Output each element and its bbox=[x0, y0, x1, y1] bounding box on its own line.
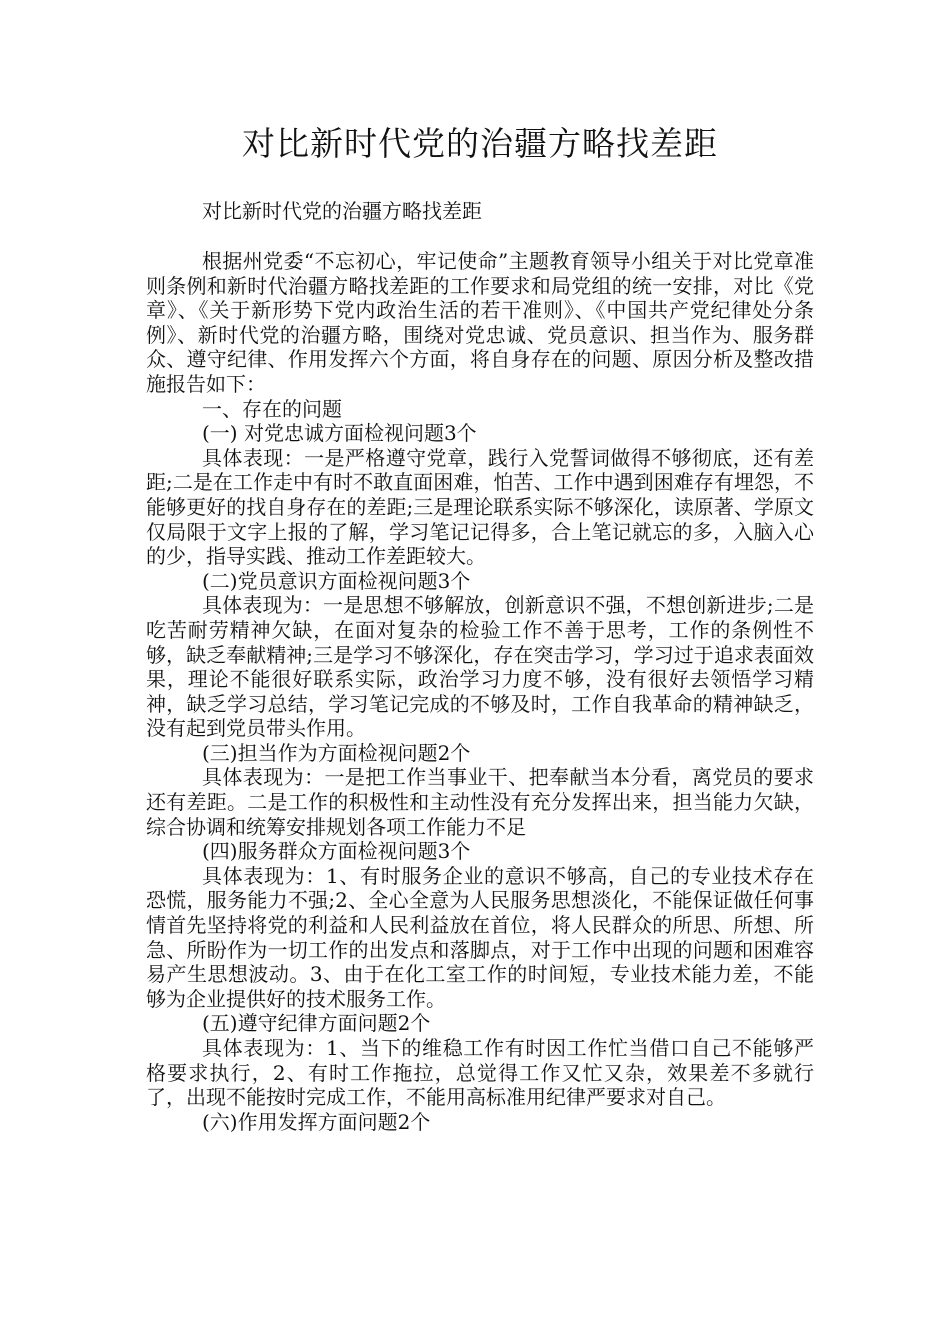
body-paragraph: 具体表现为：一是思想不够解放，创新意识不强，不想创新进步;二是吃苦耐劳精神欠缺，在面对复杂的检验工作不善于思考，工作的条例性不够，缺乏奉献精神;三是学习不够深化，存在突击学习，学习过于追求表面效果，理论不能很好联系实际，政治学习力度不够，没有很好去领悟学习精神，缺乏学习总结，学习笔记完成的不够及时，工作自我革命的精神缺乏，没有起到党员带头作用。 bbox=[146, 593, 814, 741]
document-body bbox=[146, 198, 814, 1134]
document-subtitle: 对比新时代党的治疆方略找差距 bbox=[202, 199, 482, 223]
intro-paragraph: 根据州党委“不忘初心，牢记使命”主题教育领导小组关于对比党章准则条例和新时代治疆方略找差距的工作要求和局党组的统一安排，对比《党章》、《关于新形势下党内政治生活的若干准则》、《中国共产党纪律处分条例》、新时代党的治疆方略，围绕对党忠诚、党员意识、担当作为、服务群众、遵守纪律、作用发挥六个方面，将自身存在的问题、原因分析及整改措施报告如下： bbox=[146, 249, 814, 396]
document-title: 对比新时代党的治疆方略找差距 bbox=[242, 124, 718, 163]
body-paragraph: 具体表现为：1、有时服务企业的意识不够高，自己的专业技术存在恐慌，服务能力不强;2、全心全意为人民服务思想淡化，不能保证做任何事情首先坚持将党的利益和人民利益放在首位，将人民群众的所思、所想、所急、所盼作为一切工作的出发点和落脚点，对于工作中出现的问题和困难容易产生思想波动。3、由于在化工室工作的时间短，专业技术能力差，不能够为企业提供好的技术服务工作。 bbox=[146, 863, 814, 1011]
subsection-heading: (三)担当作为方面检视问题2个 bbox=[202, 740, 471, 765]
body-paragraph: 具体表现为：一是把工作当事业干、把奉献当本分看，离党员的要求还有差距。二是工作的积极性和主动性没有充分发挥出来，担当能力欠缺，综合协调和统筹安排规划各项工作能力不足 bbox=[146, 765, 814, 839]
subsection-heading: (六)作用发挥方面问题2个 bbox=[202, 1109, 431, 1134]
subsection-heading: (二)党员意识方面检视问题3个 bbox=[202, 568, 471, 593]
body-paragraph: 具体表现：一是严格遵守党章，践行入党誓词做得不够彻底，还有差距;二是在工作走中有时不敢直面困难，怕苦、工作中遇到困难存有埋怨，不能够更好的找自身存在的差距;三是理论联系实际不够深化，读原著、学原文仅局限于文字上报的了解，学习笔记记得多，合上笔记就忘的多，入脑入心的少，指导实践、推动工作差距较大。 bbox=[146, 445, 814, 569]
body-paragraph: 具体表现为：1、当下的维稳工作有时因工作忙当借口自己不能够严格要求执行，2、有时工作拖拉，总觉得工作又忙又杂，效果差不多就行了，出现不能按时完成工作，不能用高标准用纪律严要求对自己。 bbox=[146, 1036, 814, 1110]
subsection-heading: (五)遵守纪律方面问题2个 bbox=[202, 1011, 431, 1036]
subsection-heading: (一) 对党忠诚方面检视问题3个 bbox=[202, 421, 477, 446]
subsection-heading: (四)服务群众方面检视问题3个 bbox=[202, 839, 471, 864]
section-heading: 一、存在的问题 bbox=[202, 396, 342, 421]
